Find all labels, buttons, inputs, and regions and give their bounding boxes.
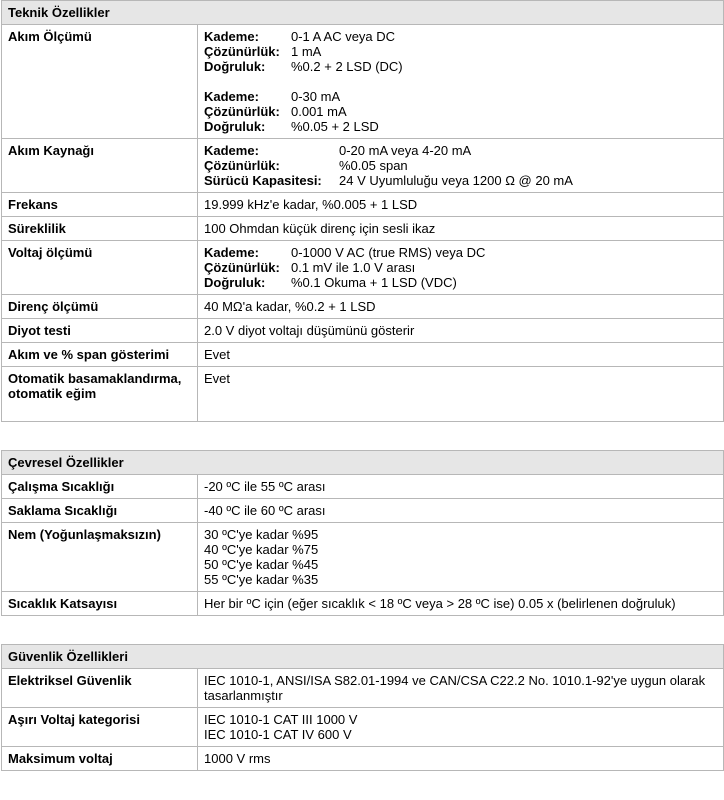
spec-value-line: IEC 1010-1 CAT III 1000 V xyxy=(204,712,358,727)
spec-key: Çözünürlük: xyxy=(204,104,280,119)
spec-key-value: 24 V Uyumluluğu veya 1200 Ω @ 20 mA xyxy=(339,173,573,188)
spacer-cell xyxy=(2,616,724,645)
spec-key-value: %0.05 + 2 LSD xyxy=(291,119,379,134)
spec-label: Süreklilik xyxy=(2,217,198,241)
spec-row xyxy=(2,25,724,139)
spec-key-value: 0-1000 V AC (true RMS) veya DC xyxy=(291,245,486,260)
section-title: Teknik Özellikler xyxy=(2,1,724,25)
section-header-row xyxy=(2,451,724,475)
spec-key: Doğruluk: xyxy=(204,59,266,74)
spec-label: Frekans xyxy=(2,193,198,217)
spec-key: Sürücü Kapasitesi: xyxy=(204,173,322,188)
spec-label: Direnç ölçümü xyxy=(2,295,198,319)
spec-label: Diyot testi xyxy=(2,319,198,343)
spec-value xyxy=(198,523,724,592)
spec-key-value: 0-1 A AC veya DC xyxy=(291,29,396,44)
spec-row xyxy=(2,499,724,523)
spec-value-line: 50 ºC'ye kadar %45 xyxy=(204,557,319,572)
spec-key: Çözünürlük: xyxy=(204,158,280,173)
spec-value: Evet xyxy=(198,367,724,422)
spec-key-value: 1 mA xyxy=(291,44,322,59)
spec-label: Akım Ölçümü xyxy=(2,25,198,139)
spec-key: Kademe: xyxy=(204,29,259,44)
spec-label: Akım ve % span gösterimi xyxy=(2,343,198,367)
spec-key-value: 0-30 mA xyxy=(291,89,341,104)
spec-row xyxy=(2,241,724,295)
spec-label: Otomatik basamaklandırma, otomatik eğim xyxy=(2,367,198,422)
spec-key: Doğruluk: xyxy=(204,275,266,290)
spec-key: Kademe: xyxy=(204,245,259,260)
spec-table xyxy=(1,0,724,771)
spec-value xyxy=(198,241,724,295)
spec-sheet xyxy=(1,0,723,771)
spec-value-line: IEC 1010-1 CAT IV 600 V xyxy=(204,727,352,742)
spec-row xyxy=(2,367,724,422)
spec-row xyxy=(2,343,724,367)
spec-value: 2.0 V diyot voltajı düşümünü gösterir xyxy=(198,319,724,343)
spec-row xyxy=(2,319,724,343)
spec-value xyxy=(198,25,724,139)
spec-key-value: %0.2 + 2 LSD (DC) xyxy=(291,59,403,74)
spec-row xyxy=(2,708,724,747)
spec-key: Doğruluk: xyxy=(204,119,266,134)
spec-key: Çözünürlük: xyxy=(204,260,280,275)
spec-label: Voltaj ölçümü xyxy=(2,241,198,295)
spec-value: -20 ºC ile 55 ºC arası xyxy=(198,475,724,499)
spec-row xyxy=(2,193,724,217)
spec-value: 100 Ohmdan küçük direnç için sesli ikaz xyxy=(198,217,724,241)
spec-label: Akım Kaynağı xyxy=(2,139,198,193)
spec-kv-block xyxy=(204,89,717,134)
spec-label: Nem (Yoğunlaşmaksızın) xyxy=(2,523,198,592)
spec-value-line: 40 ºC'ye kadar %75 xyxy=(204,542,319,557)
spec-key-value: 0-20 mA veya 4-20 mA xyxy=(339,143,472,158)
spec-label: Maksimum voltaj xyxy=(2,747,198,771)
spec-value xyxy=(198,708,724,747)
spec-label: Çalışma Sıcaklığı xyxy=(2,475,198,499)
spec-key-value: 0.1 mV ile 1.0 V arası xyxy=(291,260,416,275)
spec-value: 1000 V rms xyxy=(198,747,724,771)
spec-table-body xyxy=(2,1,724,771)
spec-value: 19.999 kHz'e kadar, %0.005 + 1 LSD xyxy=(198,193,724,217)
section-title: Çevresel Özellikler xyxy=(2,451,724,475)
spec-key-value: %0.1 Okuma + 1 LSD (VDC) xyxy=(291,275,457,290)
spec-label: Elektriksel Güvenlik xyxy=(2,669,198,708)
spec-label: Aşırı Voltaj kategorisi xyxy=(2,708,198,747)
spec-value: IEC 1010-1, ANSI/ISA S82.01-1994 ve CAN/CSA C22.2 No. 1010.1-92'ye uygun olarak tasarlanmıştır xyxy=(198,669,724,708)
spec-value: -40 ºC ile 60 ºC arası xyxy=(198,499,724,523)
spec-row xyxy=(2,523,724,592)
spec-kv-block xyxy=(204,245,717,290)
spec-value-line: 55 ºC'ye kadar %35 xyxy=(204,572,319,587)
spec-row xyxy=(2,217,724,241)
spacer-cell xyxy=(2,422,724,451)
section-title: Güvenlik Özellikleri xyxy=(2,645,724,669)
spec-value xyxy=(198,139,724,193)
section-header-row xyxy=(2,1,724,25)
section-spacer xyxy=(2,422,724,451)
spec-value: 40 MΩ'a kadar, %0.2 + 1 LSD xyxy=(198,295,724,319)
spec-label: Sıcaklık Katsayısı xyxy=(2,592,198,616)
spec-kv-block xyxy=(204,143,717,188)
spec-value: Her bir ºC için (eğer sıcaklık < 18 ºC veya > 28 ºC ise) 0.05 x (belirlenen doğruluk) xyxy=(198,592,724,616)
spec-row xyxy=(2,475,724,499)
spec-row xyxy=(2,295,724,319)
spec-label: Saklama Sıcaklığı xyxy=(2,499,198,523)
section-spacer xyxy=(2,616,724,645)
spec-value: Evet xyxy=(198,343,724,367)
spec-row xyxy=(2,139,724,193)
section-header-row xyxy=(2,645,724,669)
spec-key: Kademe: xyxy=(204,143,259,158)
spec-row xyxy=(2,592,724,616)
spec-row xyxy=(2,669,724,708)
spec-kv-block xyxy=(204,29,717,74)
spec-key: Çözünürlük: xyxy=(204,44,280,59)
spec-value-line: 30 ºC'ye kadar %95 xyxy=(204,527,319,542)
spec-key-value: %0.05 span xyxy=(339,158,408,173)
spec-key-value: 0.001 mA xyxy=(291,104,347,119)
spec-key: Kademe: xyxy=(204,89,259,104)
spec-row xyxy=(2,747,724,771)
